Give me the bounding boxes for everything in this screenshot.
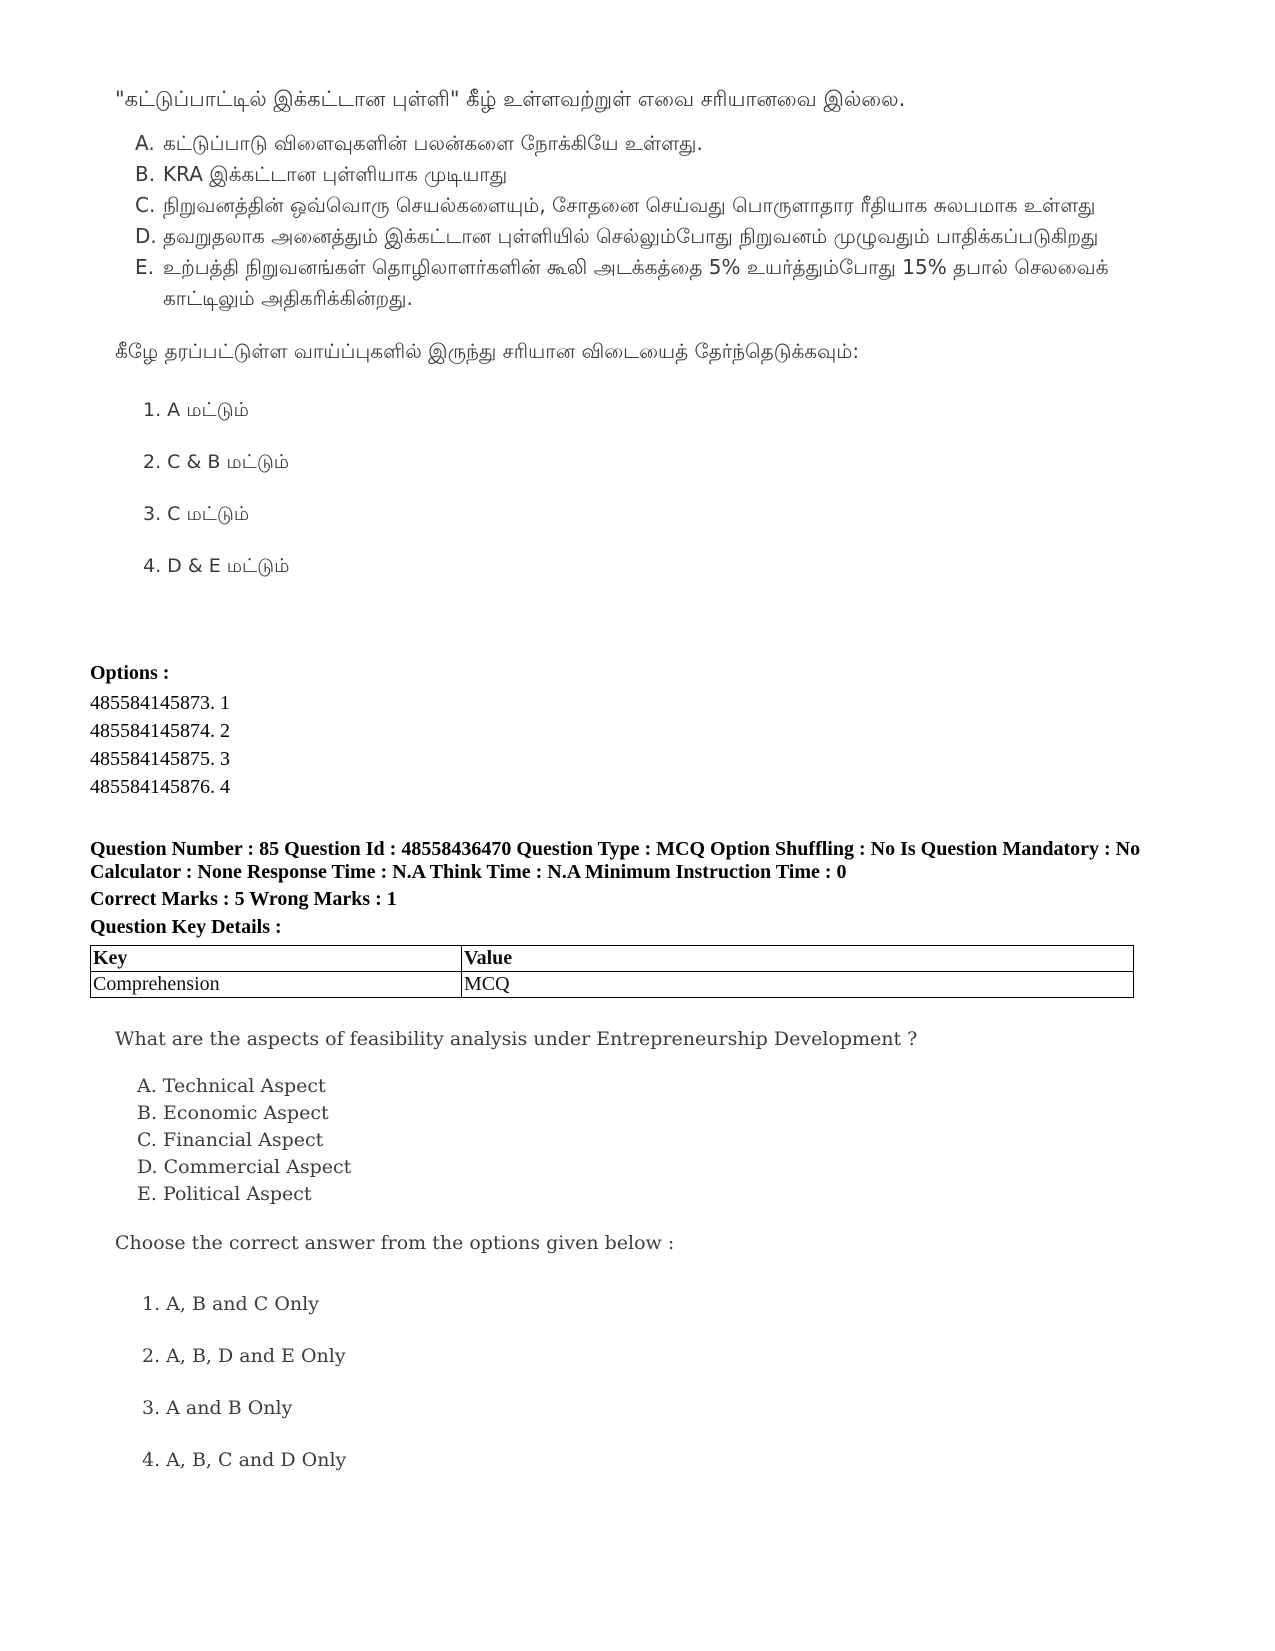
tamil-statement: C. நிறுவனத்தின் ஒவ்வொரு செயல்களையும், சோதனை செய்வது பொருளாதார ரீதியாக சுலபமாக உள்ளது	[135, 193, 1096, 217]
option-item: 485584145876. 4	[90, 776, 230, 798]
english-statement-list	[137, 1073, 1175, 1208]
tamil-choice: 4. D & E மட்டும்	[143, 555, 290, 577]
english-statement: E. Political Aspect	[137, 1183, 312, 1205]
english-choice-list	[142, 1278, 1175, 1486]
tamil-choice: 3. C மட்டும்	[143, 503, 250, 525]
tamil-question-image	[115, 82, 1175, 592]
tamil-choice-list	[143, 384, 1175, 592]
tamil-statement-list	[135, 128, 1175, 314]
english-statement: A. Technical Aspect	[137, 1075, 326, 1097]
table-cell: MCQ	[462, 972, 1134, 998]
question-marks: Correct Marks : 5 Wrong Marks : 1	[90, 888, 397, 910]
tamil-choice: 1. A மட்டும்	[143, 399, 249, 421]
tamil-statement: A. கட்டுப்பாடு விளைவுகளின் பலன்களை நோக்கியே உள்ளது.	[135, 131, 703, 155]
table-row	[91, 972, 1134, 998]
option-item: 485584145873. 1	[90, 692, 230, 714]
tamil-statement: E. உற்பத்தி நிறுவனங்கள் தொழிலாளர்களின் கூலி அடக்கத்தை 5% உயர்த்தும்போது 15% தபால் செலவைக் காட்டிலும் அதிகரிக்கின்றது.	[135, 255, 1109, 310]
options-list	[90, 689, 230, 801]
question-info: Question Number : 85 Question Id : 48558436470 Question Type : MCQ Option Shuffling : No Is Question Mandatory : No Calculator : None Response Time : N.A Think Time : N.A Minimum Instruction Time : 0	[90, 838, 1141, 883]
tamil-question-stem: "கட்டுப்பாட்டில் இக்கட்டான புள்ளி" கீழ் உள்ளவற்றுள் எவை சரியானவை இல்லை.	[115, 87, 906, 111]
table-header-cell: Key	[91, 946, 462, 972]
key-details-heading: Question Key Details :	[90, 916, 282, 938]
english-statement: B. Economic Aspect	[137, 1102, 329, 1124]
option-item: 485584145875. 3	[90, 748, 230, 770]
tamil-statement: D. தவறுதலாக அனைத்தும் இக்கட்டான புள்ளியில் செல்லும்போது நிறுவனம் முழுவதும் பாதிக்கப்படுகிறது	[135, 224, 1099, 248]
table-cell: Comprehension	[91, 972, 462, 998]
tamil-statement: B. KRA இக்கட்டான புள்ளியாக முடியாது	[135, 162, 508, 186]
english-question-stem: What are the aspects of feasibility analysis under Entrepreneurship Development ?	[115, 1028, 918, 1050]
english-choice: 1. A, B and C Only	[142, 1293, 319, 1315]
english-choose-instruction: Choose the correct answer from the options given below :	[115, 1232, 675, 1254]
english-statement: C. Financial Aspect	[137, 1129, 324, 1151]
table-header-cell: Value	[462, 946, 1134, 972]
table-header-row	[91, 946, 1134, 972]
english-statement: D. Commercial Aspect	[137, 1156, 352, 1178]
key-details-table	[90, 945, 1134, 998]
options-heading: Options :	[90, 662, 170, 684]
tamil-choice: 2. C & B மட்டும்	[143, 451, 290, 473]
english-choice: 4. A, B, C and D Only	[142, 1449, 347, 1471]
tamil-choose-instruction: கீழே தரப்பட்டுள்ள வாய்ப்புகளில் இருந்து சரியான விடையைத் தேர்ந்தெடுக்கவும்:	[115, 339, 860, 363]
english-choice: 3. A and B Only	[142, 1397, 293, 1419]
option-item: 485584145874. 2	[90, 720, 230, 742]
english-choice: 2. A, B, D and E Only	[142, 1345, 346, 1367]
english-question-image	[115, 1022, 1175, 1486]
